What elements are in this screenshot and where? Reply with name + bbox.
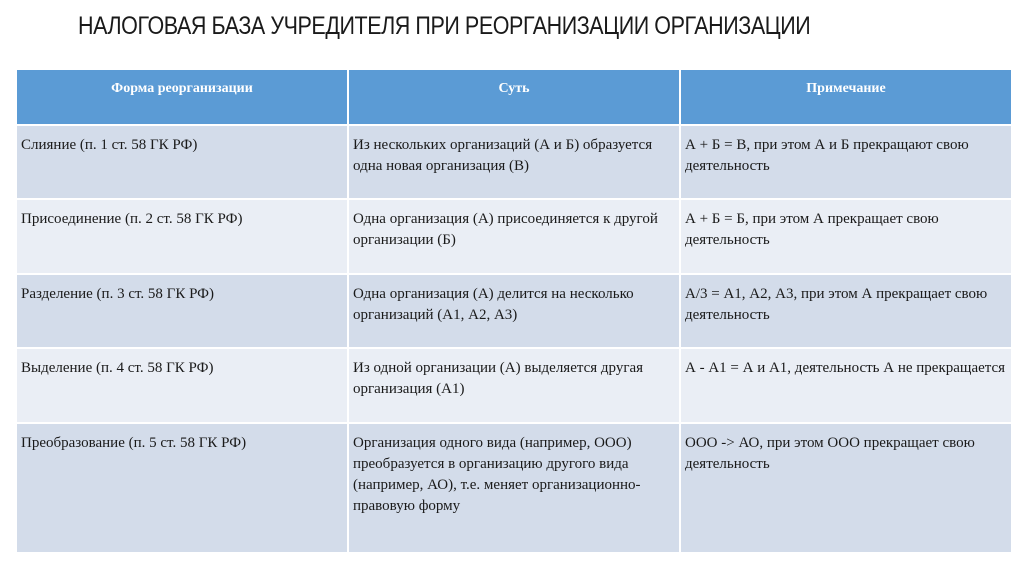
cell-essence: Из нескольких организаций (А и Б) образуется одна новая организация (В) (348, 125, 680, 199)
table-row (17, 125, 1011, 199)
cell-essence: Одна организация (А) присоединяется к другой организации (Б) (348, 199, 680, 274)
cell-form: Преобразование (п. 5 ст. 58 ГК РФ) (17, 423, 348, 552)
page-title: НАЛОГОВАЯ БАЗА УЧРЕДИТЕЛЯ ПРИ РЕОРГАНИЗАЦИИ ОРГАНИЗАЦИИ (78, 12, 811, 40)
cell-note: ООО -> АО, при этом ООО прекращает свою деятельность (680, 423, 1011, 552)
header-essence: Суть (348, 70, 680, 125)
cell-form: Выделение (п. 4 ст. 58 ГК РФ) (17, 348, 348, 423)
table-header-row (17, 70, 1011, 125)
table-row (17, 199, 1011, 274)
cell-essence: Одна организация (А) делится на несколько организаций (А1, А2, А3) (348, 274, 680, 348)
table-row (17, 348, 1011, 423)
cell-essence: Организация одного вида (например, ООО) преобразуется в организацию другого вида (например, АО), т.е. меняет организационно-правовую форму (348, 423, 680, 552)
cell-note: А + Б = В, при этом А и Б прекращают свою деятельность (680, 125, 1011, 199)
header-note: Примечание (680, 70, 1011, 125)
table-row (17, 423, 1011, 552)
cell-form: Слияние (п. 1 ст. 58 ГК РФ) (17, 125, 348, 199)
reorganization-table (17, 70, 1011, 552)
table-row (17, 274, 1011, 348)
cell-form: Разделение (п. 3 ст. 58 ГК РФ) (17, 274, 348, 348)
cell-essence: Из одной организации (А) выделяется другая организация (А1) (348, 348, 680, 423)
cell-form: Присоединение (п. 2 ст. 58 ГК РФ) (17, 199, 348, 274)
cell-note: А - А1 = А и А1, деятельность А не прекращается (680, 348, 1011, 423)
cell-note: А/3 = А1, А2, А3, при этом А прекращает свою деятельность (680, 274, 1011, 348)
header-form: Форма реорганизации (17, 70, 348, 125)
cell-note: А + Б = Б, при этом А прекращает свою деятельность (680, 199, 1011, 274)
